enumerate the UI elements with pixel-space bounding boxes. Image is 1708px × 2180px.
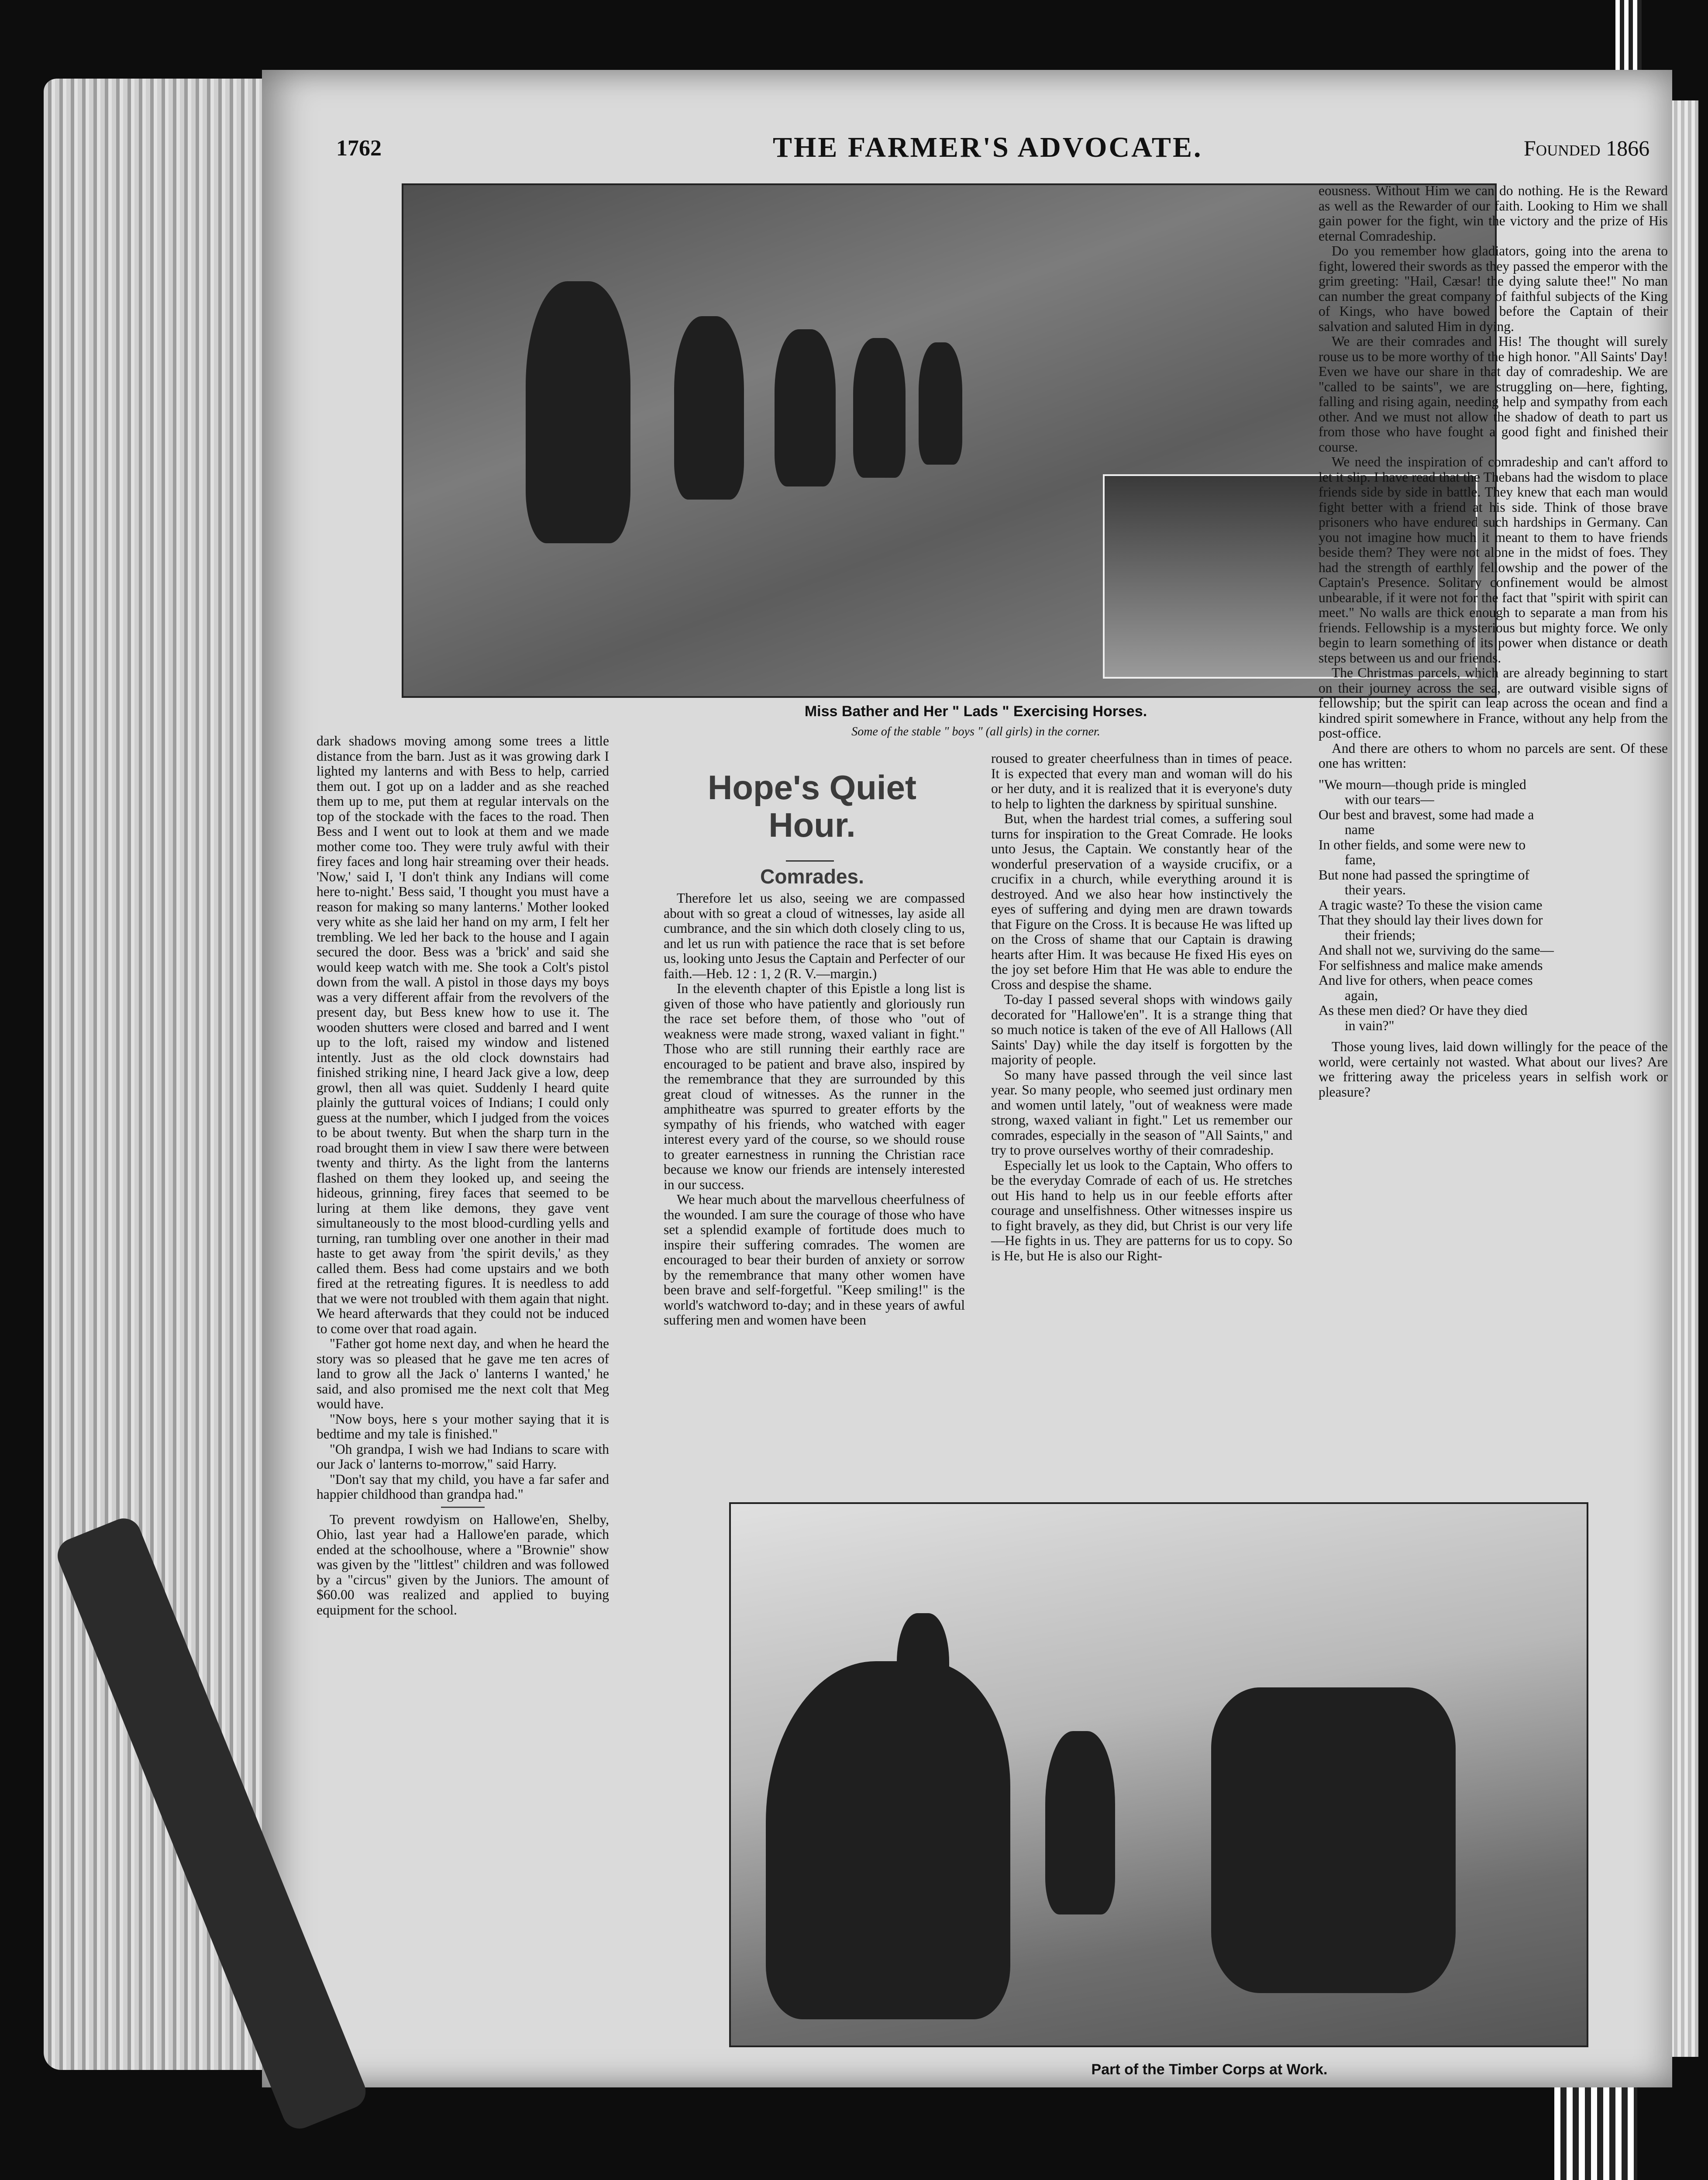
poem-line: But none had passed the springtime of — [1319, 867, 1529, 883]
poem-line: As these men died? Or have they died — [1319, 1003, 1528, 1018]
hallowe-en-notice: To prevent rowdyism on Hallowe'en, Shelby, Ohio, last year had a Hallowe'en parade, which ended at the schoolhouse, where a "Brownie" show was given by the "littlest" children and was followed by a "circus" given by the Juniors. The amount of $60.00 was realized and applied to buying equipment for the school. — [317, 1511, 609, 1618]
poem-line: In other fields, and some were new to — [1319, 837, 1526, 852]
poem-line: name — [1345, 822, 1375, 837]
paragraph: To-day I passed several shops with windows gaily decorated for "Hallowe'en". It is a strange thing that so much notice is taken of the eve of All Hallows (All Saints' Day) while the day itself is forgotten by the majority of people. — [991, 992, 1292, 1067]
story-column — [317, 734, 609, 1618]
poem-line: their friends; — [1345, 927, 1415, 943]
poem-line: fame, — [1345, 852, 1376, 867]
poem-line: And shall not we, surviving do the same— — [1319, 942, 1554, 958]
divider — [786, 860, 834, 862]
poem-line: A tragic waste? To these the vision came — [1319, 897, 1543, 913]
story-paragraph: "Oh grandpa, I wish we had Indians to scare with our Jack o' lanterns to-morrow," said Harry. — [317, 1441, 609, 1472]
poem-line: in vain?" — [1345, 1018, 1395, 1033]
poem-line: "We mourn—though pride is mingled — [1319, 776, 1526, 792]
paragraph: roused to greater cheerfulness than in times of peace. It is expected that every man and woman will do his or her duty, and it is realized that it is everyone's duty to help to lighten the darkness by spiritual sunshine. — [991, 751, 1292, 811]
poem — [1319, 777, 1668, 1034]
founded-year: Founded 1866 — [1524, 136, 1650, 160]
poem-line: That they should lay their lives down for — [1319, 912, 1543, 928]
story-paragraph: "Father got home next day, and when he heard the story was so pleased that he gave me ten acres of land to grow all the Jack o' lanterns I wanted,' he said, and also promised me the next colt that Meg would have. — [317, 1336, 609, 1411]
paragraph: In the eleventh chapter of this Epistle a long list is given of those who have patiently and gloriously run the race set before them, of those who "out of weakness were made strong, waxed valiant in fight." Those who are still running their earthly race are encouraged to be patient and brave also, inspired by the remembrance that they are surrounded by this great cloud of witnesses. As the runner in the amphitheatre was spurred to greater efforts by the sympathy of his friends, who watched with eager interest every yard of the course, so we should rouse to greater earnestness in running the Christian race because we know our friends are intensely interested in our success. — [664, 981, 965, 1192]
hopes-column-1 — [664, 891, 965, 1328]
page-number: 1762 — [336, 136, 382, 161]
story-paragraph: dark shadows moving among some trees a little distance from the barn. Just as it was growing dark I lighted my lanterns and with Bess to help, carried them out. I got up on a ladder and as she reached them up to me, put them at regular intervals on the top of the stockade with the faces to the road. Then Bess and I went out to look at them and we made mother come too. They were truly awful with their firey faces and long hair streaming over their heads. 'Now,' said I, 'I don't think any Indians will come here to-night.' Bess said, 'I thought you must have a reason for making so many lanterns.' Mother looked very white as she laid her hand on my arm, I felt her trembling. We led her back to the house and I again secured the door. Bess was a 'brick' and said she would keep watch with me. She took a Colt's pistol down from the wall. A pistol in those days my boys was a very different affair from the revolvers of the present day, but Bess knew how to use it. The wooden shutters were closed and barred and I went up to the loft, raised my window and listened intently. Just as the old clock downstairs had finished striking nine, I heard Jack give a low, deep growl, then all was quiet. Suddenly I heard quite plainly the guttural voices of Indians; I could only guess at the number, which I judged from the voices to be about twenty. But when the sharp turn in the road brought them in view I saw there were between twenty and thirty. As the light from the lanterns flashed on them they looked up, and seeing the hideous, grinning, firey faces that seemed to be luring at them like demons, they gave vent simultaneously to the most blood-curdling yells and turning, ran tumbling over one another in their mad haste to get away from 'the spirit devils,' as they called them. Bess had come upstairs and we both fired at the retreating figures. It is needless to add that we were not troubled with them again that night. We heard afterwards that they could not be induced to come over that road again. — [317, 733, 609, 1336]
paragraph: The Christmas parcels, which are already beginning to start on their journey across the sea, are outward visible signs of fellowship; but the spirit can leap across the ocean and find a kindred spirit somewhere in France, without any help from the post-office. — [1319, 665, 1668, 741]
paragraph: So many have passed through the veil since last year. So many people, who seemed just ordinary men and women until lately, "out of weakness were made strong, waxed valiant in fight." Let us remember our comrades, especially in the season of "All Saints," and try to prove ourselves worthy of their comradeship. — [991, 1067, 1292, 1158]
paragraph: We are their comrades and His! The thought will surely rouse us to be more worthy of the high honor. "All Saints' Day! Even we have our share in that day of comradeship. We are "called to be saints", we are struggling on—here, fighting, falling and rising again, needing help and sympathy from each other. And we must not allow the shadow of death to part us from those who have fought a good fight and finished their course. — [1319, 334, 1668, 455]
poem-line: their years. — [1345, 882, 1406, 897]
masthead-title: THE FARMER'S ADVOCATE. — [773, 131, 1203, 163]
divider — [441, 1507, 485, 1508]
photo1-subcaption: Some of the stable " boys " (all girls) in the corner. — [851, 725, 1100, 738]
paragraph: And there are others to whom no parcels are sent. Of these one has written: — [1319, 740, 1668, 771]
photo1-caption: Miss Bather and Her " Lads " Exercising Horses. — [804, 703, 1147, 720]
magazine-page — [262, 70, 1672, 2087]
hopes-column-3 — [1319, 183, 1668, 1100]
poem-line: with our tears— — [1345, 792, 1434, 807]
section-title: Hope's Quiet Hour. — [708, 768, 916, 844]
timber-corps-photo — [729, 1502, 1588, 2047]
paragraph: Therefore let us also, seeing we are compassed about with so great a cloud of witnesses, lay aside all cumbrance, and the sin which doth closely cling to us, and let us run with patience the race that is set before us, looking unto Jesus the Captain and Perfecter of our faith.—Heb. 12 : 1, 2 (R. V.—margin.) — [664, 890, 965, 981]
hopes-column-2 — [991, 751, 1292, 1263]
closing-paragraph: Those young lives, laid down willingly for the peace of the world, were certainly not wasted. What about our lives? Are we frittering away the priceless years in selfish work or pleasure? — [1319, 1039, 1668, 1100]
paragraph: But, when the hardest trial comes, a suffering soul turns for inspiration to the Great Comrade. He looks unto Jesus, the Captain. We constantly hear of the wonderful preservation of a wayside crucifix, or a crucifix in a church, while everything around it is destroyed. And we also hear how instinctively the eyes of suffering and dying men are drawn towards that Figure on the Cross. It is because He was lifted up on the Cross of shame that our Captain is drawing hearts after Him. It was because He fixed His eyes on the joy set before Him that He was able to endure the Cross and despise the shame. — [991, 811, 1292, 992]
poem-line: again, — [1345, 987, 1378, 1003]
paragraph: Especially let us look to the Captain, Who offers to be the everyday Comrade of each of us. He stretches out His hand to help us in our feeble efforts after courage and unselfishness. Other witnesses inspire us to fight bravely, as they did, but Christ is our very life—He fights in us. They are patterns for us to copy. So is He, but He is also our Right- — [991, 1157, 1292, 1263]
poem-line: For selfishness and malice make amends — [1319, 957, 1543, 973]
poem-line: Our best and bravest, some had made a — [1319, 807, 1534, 822]
paragraph: We need the inspiration of comradeship and can't afford to let it slip. I have read that the Thebans had the wisdom to place friends side by side in battle. They knew that each man would fight better with a friend at his side. Think of those brave prisoners who have endured such hardships in Germany. Can you not imagine how much it meant to them to have friends beside them? They were not alone in the midst of foes. They had the strength of earthly fellowship and the power of the Captain's Presence. Solitary confinement would be almost unbearable, if it were not for the fact that "spirit with spirit can meet." No walls are thick enough to separate a man from his friends. Fellowship is a mysterious but mighty force. We only begin to learn something of its power when distance or death steps between us and our friends. — [1319, 454, 1668, 666]
paragraph: We hear much about the marvellous cheerfulness of the wounded. I am sure the courage of those who have set a splendid example of fortitude does much to inspire their suffering comrades. The women are encouraged to bear their burden of anxiety or sorrow by the remembrance that many other women have been brave and self-forgetful. "Keep smiling!" is the world's watchword to-day; and in these years of awful suffering men and women have been — [664, 1192, 965, 1328]
photo2-caption: Part of the Timber Corps at Work. — [1091, 2061, 1328, 2078]
section-subtitle: Comrades. — [760, 865, 864, 888]
story-paragraph: "Now boys, here s your mother saying that it is bedtime and my tale is finished." — [317, 1411, 609, 1442]
paragraph: eousness. Without Him we can do nothing. He is the Reward as well as the Rewarder of our faith. Looking to Him we shall gain power for the fight, win the victory and the prize of His eternal Comradeship. — [1319, 183, 1668, 244]
paragraph: Do you remember how gladiators, going into the arena to fight, lowered their swords as they passed the emperor with the grim greeting: "Hail, Cæsar! the dying salute thee!" No man can number the great company of faithful subjects of the King of Kings, who have bowed before the Captain of their salvation and saluted Him in dying. — [1319, 243, 1668, 334]
poem-line: And live for others, when peace comes — [1319, 973, 1533, 988]
story-paragraph: "Don't say that my child, you have a far safer and happier childhood than grandpa had." — [317, 1471, 609, 1502]
